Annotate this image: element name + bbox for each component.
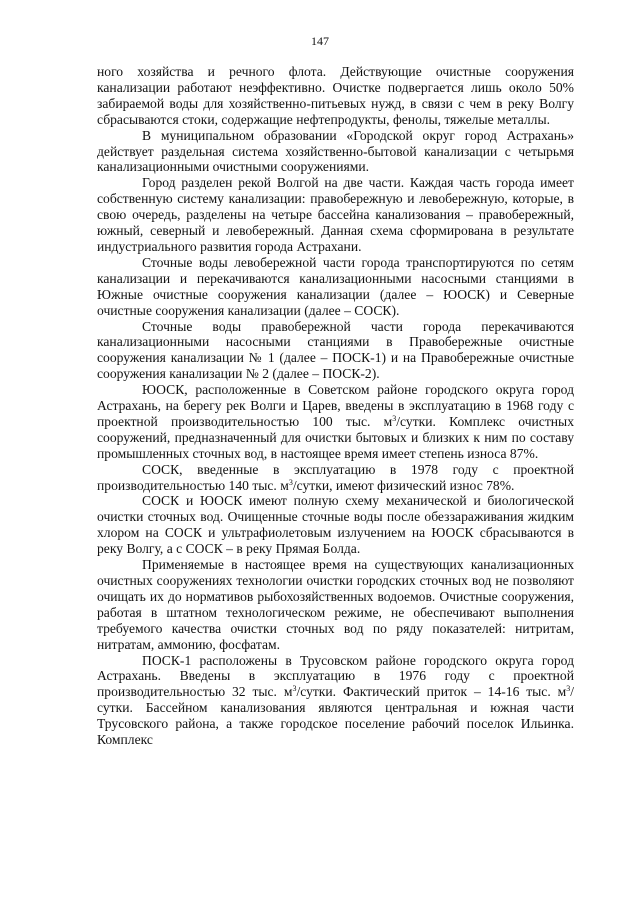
page-number: 147 [311,34,329,48]
paragraph-technology: Применяемые в настоящее время на существующих канализационных очистных сооружениях технологии очистки городских сточных вод не позволяют очищать их до нормативов рыбохозяйственных водоемов. Очистные сооружения, работая в штатном технологическом режиме, не обеспечивают выполнения требуемого качества очистки сточных вод по ряду показателей: нитритам, нитратам, аммонию, фосфатам. [97,557,574,652]
paragraph-yuosk: ЮОСК, расположенные в Советском районе городского округа город Астрахань, на берегу рек Волги и Царев, введены в эксплуатацию в 1968 году с проектной производительностью 100 тыс. $м^3$/сутки. Комплекс очистных сооружений, предназначенный для очистки бытовых и близких к ним по составу промышленных сточных вод, в настоящее время имеет степень износа 87%. [97,382,574,461]
paragraph-right-bank: Сточные воды правобережной части города перекачиваются канализационными насосными станциями в Правобережные очистные сооружения канализации № 1 (далее – ПОСК-1) и на Правобережные очистные сооружения канализации № 2 (далее – ПОСК-2). [97,318,574,382]
paragraph-sosk: СОСК, введенные в эксплуатацию в 1978 году с проектной производительностью 140 тыс. $м^3$/сутки, имеют физический износ 78%. [97,461,574,493]
paragraph-sewerage-system: В муниципальном образовании «Городской округ город Астрахань» действует раздельная система хозяйственно-бытовой канализации с четырьмя канализационными очистными сооружениями. [97,127,574,175]
paragraph-city-division: Город разделен рекой Волгой на две части. Каждая часть города имеет собственную систему канализации: правобережную и левобережную, которые, в свою очередь, разделены на четыре бассейна канализования – правобережный, южный, северный и левобережный. Данная схема сформирована в результате индустриального развития города Астрахани. [97,175,574,254]
paragraph-treatment-scheme: СОСК и ЮОСК имеют полную схему механической и биологической очистки сточных вод. Очищенные сточные воды после обеззараживания жидким хлором на СОСК и ультрафиолетовым излучением на ЮОСК сбрасываются в реку Волгу, а с СОСК – в реку Прямая Болда. [97,493,574,557]
paragraph-left-bank: Сточные воды левобережной части города транспортируются по сетям канализации и перекачиваются канализационными насосными станциями в Южные очистные сооружения канализации (далее – ЮОСК) и Северные очистные сооружения канализации (далее – СОСК). [97,254,574,318]
body-text [97,64,574,748]
paragraph-posk-1: ПОСК-1 расположены в Трусовском районе городского округа город Астрахань. Введены в эксплуатацию в 1976 году с проектной производительностью 32 тыс. $м^3$/сутки. Фактический приток – 14-16 тыс. $м^3$/сутки. Бассейном канализования являются центральная и южная части Трусовского района, а также городское поселение рабочий поселок Ильинка. Комплекс [97,652,574,748]
paragraph-continuation: ного хозяйства и речного флота. Действующие очистные сооружения канализации работают неэффективно. Очистке подвергается лишь около 50% забираемой воды для хозяйственно-питьевых нужд, в связи с чем в реку Волгу сбрасываются стоки, содержащие нефтепродукты, фенолы, тяжелые металлы. [97,64,574,127]
